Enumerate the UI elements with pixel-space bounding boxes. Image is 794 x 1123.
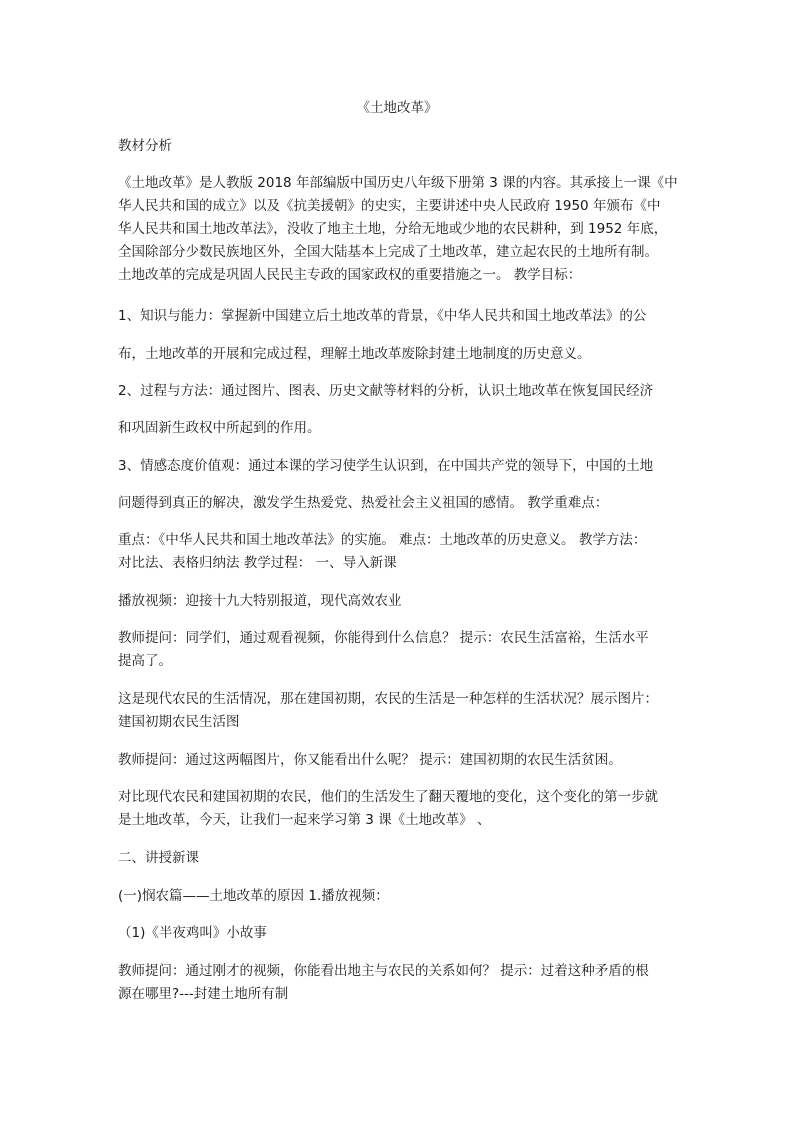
goal-emotion-line: 3、情感态度价值观：通过本课的学习使学生认识到，在中国共产党的领导下，中国的土地	[118, 458, 654, 474]
heading-textbook-analysis: 教材分析	[118, 138, 172, 154]
paragraph-line: 华人民共和国土地改革法》，没收了地主土地，分给无地或少地的农民耕种，到 1952 年底，	[118, 221, 668, 237]
keypoints-line: 对比法、表格归纳法 教学过程： 一、导入新课	[118, 555, 397, 571]
story-line: （1)《半夜鸡叫》小故事	[118, 925, 267, 941]
teacher-question-line: 提高了。	[118, 653, 172, 669]
subsection-line: (一)悯农篇——土地改革的原因 1.播放视频：	[118, 888, 389, 904]
teacher-question-line: 教师提问：同学们，通过观看视频，你能得到什么信息？ 提示：农民生活富裕，生活水平	[118, 630, 649, 646]
paragraph-line: 土地改革的完成是巩固人民民主专政的国家政权的重要措施之一。 教学目标：	[118, 267, 582, 283]
section-heading: 二、讲授新课	[118, 850, 199, 866]
teacher-question-line: 源在哪里?---封建土地所有制	[118, 986, 289, 1002]
goal-knowledge-line: 布，土地改革的开展和完成过程，理解土地改革废除封建土地制度的历史意义。	[118, 346, 591, 362]
teacher-question-line: 教师提问：通过刚才的视频，你能看出地主与农民的关系如何？ 提示：过着这种矛盾的根	[118, 963, 649, 979]
keypoints-line: 重点：《中华人民共和国土地改革法》的实施。 难点：土地改革的历史意义。 教学方法：	[118, 532, 647, 548]
goal-emotion-line: 问题得到真正的解决，激发学生热爱党、热爱社会主义祖国的感情。 教学重难点：	[118, 495, 609, 511]
paragraph-line: 华人民共和国的成立》以及《抗美援朝》的史实，主要讲述中央人民政府 1950 年颁布《中	[118, 198, 661, 214]
document-title: 《土地改革》	[356, 100, 438, 116]
paragraph-line: 《土地改革》是人教版 2018 年部编版中国历史八年级下册第 3 课的内容。其承接上一课《中	[118, 175, 678, 191]
comparison-line: 对比现代农民和建国初期的农民，他们的生活发生了翻天覆地的变化，这个变化的第一步就	[118, 789, 658, 805]
video-intro-line: 播放视频：迎接十九大特别报道，现代高效农业	[118, 593, 402, 609]
paragraph-line: 全国除部分少数民族地区外，全国大陆基本上完成了土地改革，建立起农民的土地所有制。	[118, 244, 658, 260]
goal-knowledge-line: 1、知识与能力：掌握新中国建立后土地改革的背景，《中华人民共和国土地改革法》的公	[118, 308, 647, 324]
goal-process-line: 和巩固新生政权中所起到的作用。	[118, 420, 321, 436]
modern-life-line: 建国初期农民生活图	[118, 714, 240, 730]
teacher-question-line: 教师提问：通过这两幅图片，你又能看出什么呢？ 提示：建国初期的农民生活贫困。	[118, 752, 622, 768]
comparison-line: 是土地改革，今天，让我们一起来学习第 3 课《土地改革》 、	[118, 812, 491, 828]
modern-life-line: 这是现代农民的生活情况，那在建国初期，农民的生活是一种怎样的生活状况？展示图片：	[118, 691, 658, 707]
goal-process-line: 2、过程与方法：通过图片、图表、历史文献等材料的分析，认识土地改革在恢复国民经济	[118, 383, 654, 399]
